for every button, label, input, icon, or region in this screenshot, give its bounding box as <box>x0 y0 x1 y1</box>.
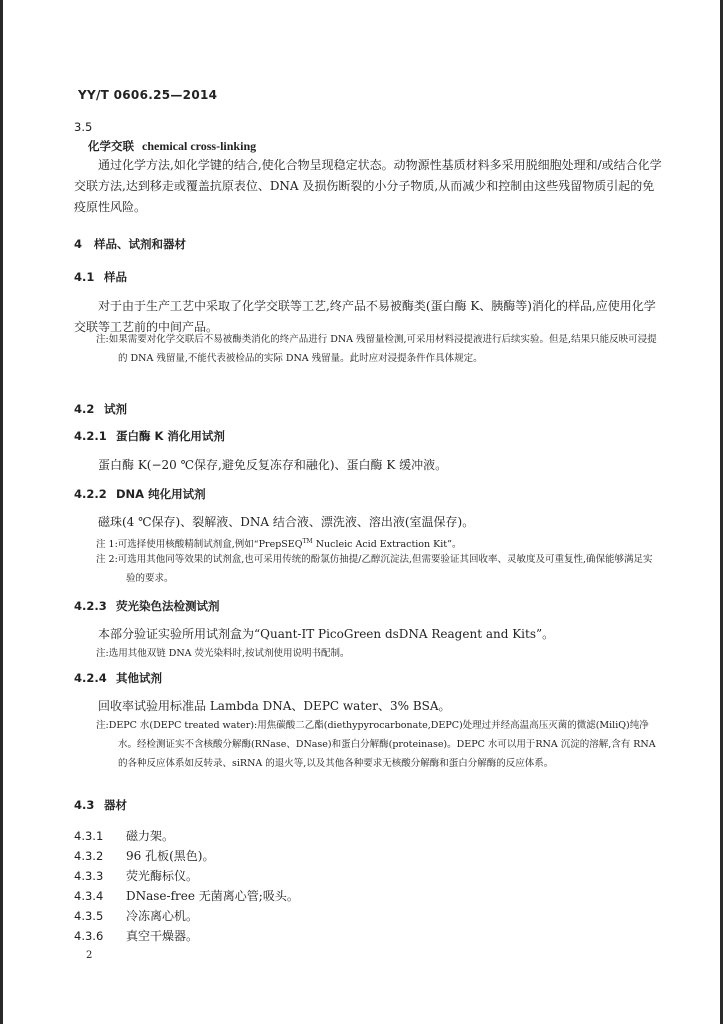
section-4-2-heading <box>74 401 664 417</box>
section-number: 4.2 <box>74 402 95 416</box>
section-4-2-4-note: 注:DEPC 水(DEPC treated water):用焦碳酸二乙酯(diethypyrocarbonate,DEPC)处理过并经高温高压灭菌的微滤(MiliQ)纯净水。经检测证实不含核酸分解酶(RNase、DNase)和蛋白分解酶(proteinase)。DEPC 水可以用于RNA 沉淀的溶解,含有 RNA 的各种反应体系如反转录、siRNA 的退火等,以及其他各种要求无核酸分解酶和蛋白分解酶的反应体系。 <box>96 720 656 769</box>
section-title: 荧光染色法检测试剂 <box>116 599 220 613</box>
equipment-item <box>74 906 664 927</box>
item-text: 冷冻离心机。 <box>126 909 199 923</box>
section-number: 4.3 <box>74 798 95 812</box>
term-english: chemical cross-linking <box>142 139 257 153</box>
item-number: 4.3.2 <box>74 849 104 863</box>
section-number: 4.1 <box>74 270 95 284</box>
note-text: 注 1:可选择使用核酸精制试剂盒,例如“PrepSEQ <box>96 539 303 551</box>
section-number: 4.2.4 <box>74 671 107 685</box>
section-4-2-3-paragraph: 本部分验证实验所用试剂盒为“Quant-IT PicoGreen dsDNA Reagent and Kits”。 <box>98 627 555 641</box>
section-title: 样品、试剂和器材 <box>94 237 186 251</box>
section-4-2-2-heading <box>74 486 664 502</box>
clause-3-5-number: 3.5 <box>74 120 93 134</box>
section-4-1-paragraph: 对于由于生产工艺中采取了化学交联等工艺,终产品不易被酶类(蛋白酶 K、胰酶等)消化的样品,应使用化学交联等工艺前的中间产品。 <box>74 299 656 334</box>
section-number: 4.2.2 <box>74 487 107 501</box>
section-number: 4.2.3 <box>74 599 107 613</box>
page-number: 2 <box>86 950 93 961</box>
section-number: 4 <box>74 237 83 251</box>
section-4-2-2-note-2: 注 2:可选用其他同等效果的试剂盒,也可采用传统的酚氯仿抽提/乙醇沉淀法,但需要验证其回收率、灵敏度及可重复性,确保能够满足实验的要求。 <box>96 554 653 584</box>
item-text: 荧光酶标仪。 <box>126 869 199 883</box>
equipment-item <box>74 886 664 907</box>
section-title: 试剂 <box>104 402 127 416</box>
item-number: 4.3.3 <box>74 869 104 883</box>
clause-3-5-definition: 通过化学方法,如化学键的结合,使化合物呈现稳定状态。动物源性基质材料多采用脱细胞处理和/或结合化学交联方法,达到移走或覆盖抗原表位、DNA 及损伤断裂的小分子物质,从而减少和控制由这些残留物质引起的免疫原性风险。 <box>74 158 662 214</box>
section-number: 4.2.1 <box>74 429 107 443</box>
section-title: 其他试剂 <box>116 671 162 685</box>
item-text: 磁力架。 <box>126 829 175 843</box>
document-id: YY/T 0606.25—2014 <box>78 88 218 102</box>
section-4-1-heading <box>74 269 664 285</box>
equipment-item <box>74 866 664 887</box>
item-text: 真空干燥器。 <box>126 929 199 943</box>
section-title: DNA 纯化用试剂 <box>116 487 206 501</box>
equipment-item <box>74 826 664 847</box>
section-4-heading <box>74 236 664 252</box>
section-title: 器材 <box>104 798 127 812</box>
item-number: 4.3.5 <box>74 909 104 923</box>
section-4-2-3-note: 注:选用其他双链 DNA 荧光染料时,按试剂使用说明书配制。 <box>96 648 350 659</box>
item-text: 96 孔板(黑色)。 <box>126 849 215 863</box>
section-4-2-1-paragraph: 蛋白酶 K(−20 ℃保存,避免反复冻存和融化)、蛋白酶 K 缓冲液。 <box>98 458 448 472</box>
equipment-item <box>74 926 664 947</box>
clause-3-5-term <box>88 138 678 154</box>
section-title: 蛋白酶 K 消化用试剂 <box>116 429 225 443</box>
section-title: 样品 <box>104 270 127 284</box>
scan-edge-left <box>0 0 3 1024</box>
item-number: 4.3.1 <box>74 829 104 843</box>
note-text-tail: Nucleic Acid Extraction Kit”。 <box>312 539 462 551</box>
term-chinese: 化学交联 <box>88 139 134 153</box>
section-4-1-note: 注:如果需要对化学交联后不易被酶类消化的终产品进行 DNA 残留量检测,可采用材料浸提液进行后续实验。但是,结果只能反映可浸提的 DNA 残留量,不能代表被检品的实际 DNA 残留量。此时应对浸提条件作具体规定。 <box>96 334 657 364</box>
item-text: DNase-free 无菌离心管;吸头。 <box>126 889 299 903</box>
section-4-2-2-paragraph: 磁珠(4 ℃保存)、裂解液、DNA 结合液、漂洗液、溶出液(室温保存)。 <box>98 515 475 529</box>
section-4-3-heading <box>74 797 664 813</box>
equipment-item <box>74 846 664 867</box>
section-4-2-4-heading <box>74 670 664 686</box>
section-4-2-1-heading <box>74 428 664 444</box>
item-number: 4.3.6 <box>74 929 104 943</box>
item-number: 4.3.4 <box>74 889 104 903</box>
section-4-2-4-paragraph: 回收率试验用标准品 Lambda DNA、DEPC water、3% BSA。 <box>98 699 451 713</box>
trademark-mark: TM <box>302 538 313 545</box>
section-4-2-3-heading <box>74 598 664 614</box>
